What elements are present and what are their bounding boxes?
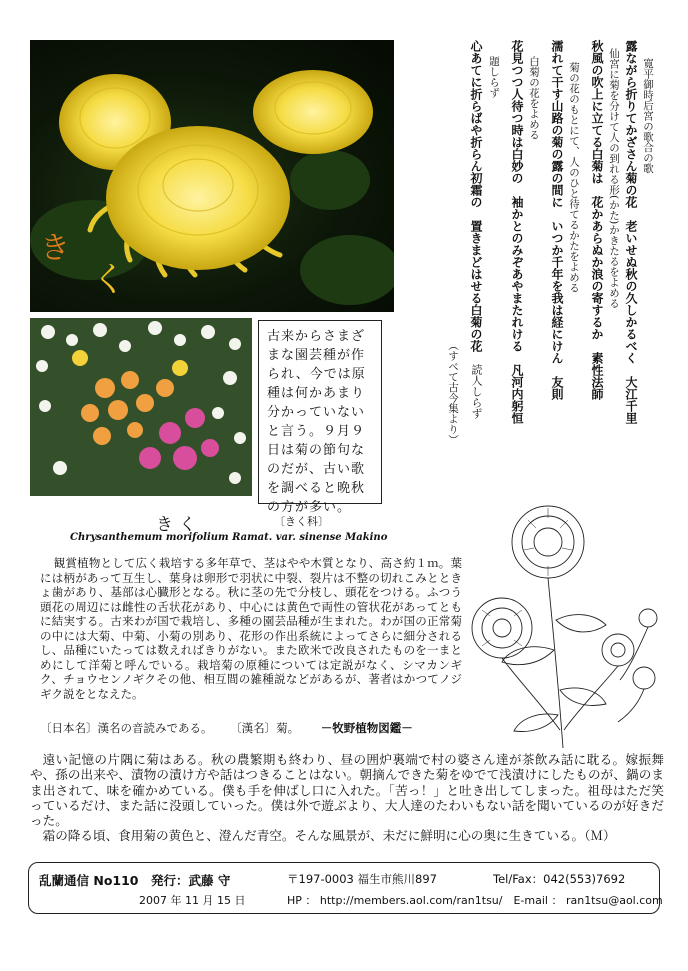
- photo-caption-ku: く: [92, 260, 126, 300]
- note-text: 古来からさまざまな園芸種が作られ、今では原種は何かあまり分かっていないと言う。９月９日は菊の節句なのだが、古い歌を調べると晩秋の方が多い。: [267, 329, 366, 515]
- poem-text: 秋風の吹上に立てる白菊は 花かあらぬか浪の寄するか: [590, 40, 604, 340]
- web-email[interactable]: HP ： http://members.aol.com/ran1tsu/ E-mail ： ran1tsu@aol.com: [287, 894, 663, 907]
- poem-author: 読人しらず: [470, 364, 483, 419]
- poem-5: [467, 40, 502, 510]
- poem-body: [508, 40, 525, 510]
- postal-address: 〒197-0003 福生市熊川897: [287, 872, 437, 886]
- poem-1: [622, 40, 656, 510]
- poem-column: [398, 40, 656, 510]
- poem-4: [508, 40, 542, 510]
- poem-body: [467, 40, 485, 510]
- poem-text: 露ながら折りてかざさん菊の花 老いせぬ秋の久しかるべく: [624, 40, 638, 364]
- source-citation: －牧野植物図鑑－: [320, 721, 413, 735]
- essay-paragraph: 霜の降る頃、食用菊の黄色と、澄んだ青空。そんな風景が、未だに鮮明に心の奥に生きている。（Ｍ）: [42, 828, 616, 844]
- poem-heading: 題しらず: [488, 56, 500, 98]
- species-title: [90, 510, 470, 534]
- essay: [30, 752, 664, 844]
- species-name: きく: [156, 515, 202, 535]
- poem-heading: 菊の花のもとにて、人のひと待てるかたをよめる: [568, 62, 580, 293]
- poem-body: [548, 40, 565, 510]
- tel-fax: Tel/Fax：042(553)7692: [493, 872, 626, 886]
- poem-text: 濡れて干す山路の菊の露の間に いつか千年を我は経にけん: [550, 40, 564, 364]
- chrysanthemum-engraving: [468, 500, 666, 750]
- poem-text: 花見つつ人待つ時は白妙の 袖かとのみぞあやまたれける: [510, 40, 524, 352]
- poem-body: [588, 40, 605, 510]
- species-family: 〔きく科〕: [274, 515, 329, 528]
- note-box: [258, 320, 382, 515]
- japanese-name: 〔日本名〕漢名の音読みである。: [40, 721, 213, 735]
- poem-3: [548, 40, 582, 510]
- poem-body: [622, 40, 639, 510]
- poem-2: [588, 40, 622, 510]
- poem-author: 大江千里: [624, 376, 638, 424]
- species-latin-name: Chrysanthemum morifolium Ramat. var. sinense Makino: [70, 532, 388, 543]
- newsletter-footer: [28, 862, 663, 914]
- name-notes: [40, 720, 427, 736]
- poem-author: 友則: [550, 376, 564, 400]
- photo-caption-ki: き: [40, 231, 70, 266]
- poem-heading: 白菊の花をよめる: [528, 56, 540, 140]
- flower-bed-photo: [30, 318, 252, 496]
- essay-paragraph: 遠い記憶の片隅に菊はある。秋の農繁期も終わり、昼の囲炉裏端で村の婆さん達が茶飲み話に耽る。嫁振舞や、孫の出来や、漬物の漬け方や話はつきることはない。朝摘んできた菊をゆでて浅漬けにしたものが、鍋のまま出されて、味を確かめている。僕も手を伸ばし口に入れた。「苦っ！」と吐き出してしまった。祖母はただ笑っているだけ、また話に没頭していった。僕は外で遊ぶより、大人達のたわいもない話を聞いているのが好きだった。: [30, 752, 664, 829]
- chinese-name: 〔漢名〕菊。: [230, 721, 300, 735]
- poem-heading: 寛平御時后宮の歌合の歌: [642, 58, 654, 174]
- poem-text: 心あてに折らばや折らん初霜の 置きまどはせる白菊の花: [469, 40, 483, 352]
- species-description: 観賞植物として広く栽培する多年草で、茎はやや木質となり、高さ約１ｍ。葉には柄があって互生し、葉身は卵形で羽状に中裂、裂片は不整の切れこみとときょ歯があり、基部は心臓形となる。秋に茎の先で分枝し、頭花をつける。ふつう頭花の周辺には雌性の舌状花があり、中心には黄色で両性の管状花があってともに結実する。古来わが国で栽培し、多種の園芸品種が生まれた。わが国の正常菊の中には大菊、中菊、小菊の別あり、花形の作出系統によってさらに細分されるし、品種にいたっては数えればきりがない。また欧米で改良されたものを一まとめにして洋菊と呼んでいる。栽培菊の原種については定説がなく、シマカンギク、チョウセンノギクその他、相互間の雑種説などがあるが、著者はかつてノジギク説をとなえた。: [40, 556, 462, 701]
- poem-author: 素性法師: [590, 352, 604, 400]
- poems-source: （すべて古今集より）: [447, 340, 459, 445]
- newsletter-title: 乱蘭通信 No110 発行：武藤 守: [39, 873, 231, 888]
- poem-heading: 仙宮に菊を分けて人の到れる形(かた)かきたるをよめる: [608, 48, 620, 309]
- poem-author: 凡河内躬恒: [510, 364, 524, 424]
- issue-date: 2007 年 11 月 15 日: [139, 894, 246, 907]
- chrysanthemum-photo: [30, 40, 394, 312]
